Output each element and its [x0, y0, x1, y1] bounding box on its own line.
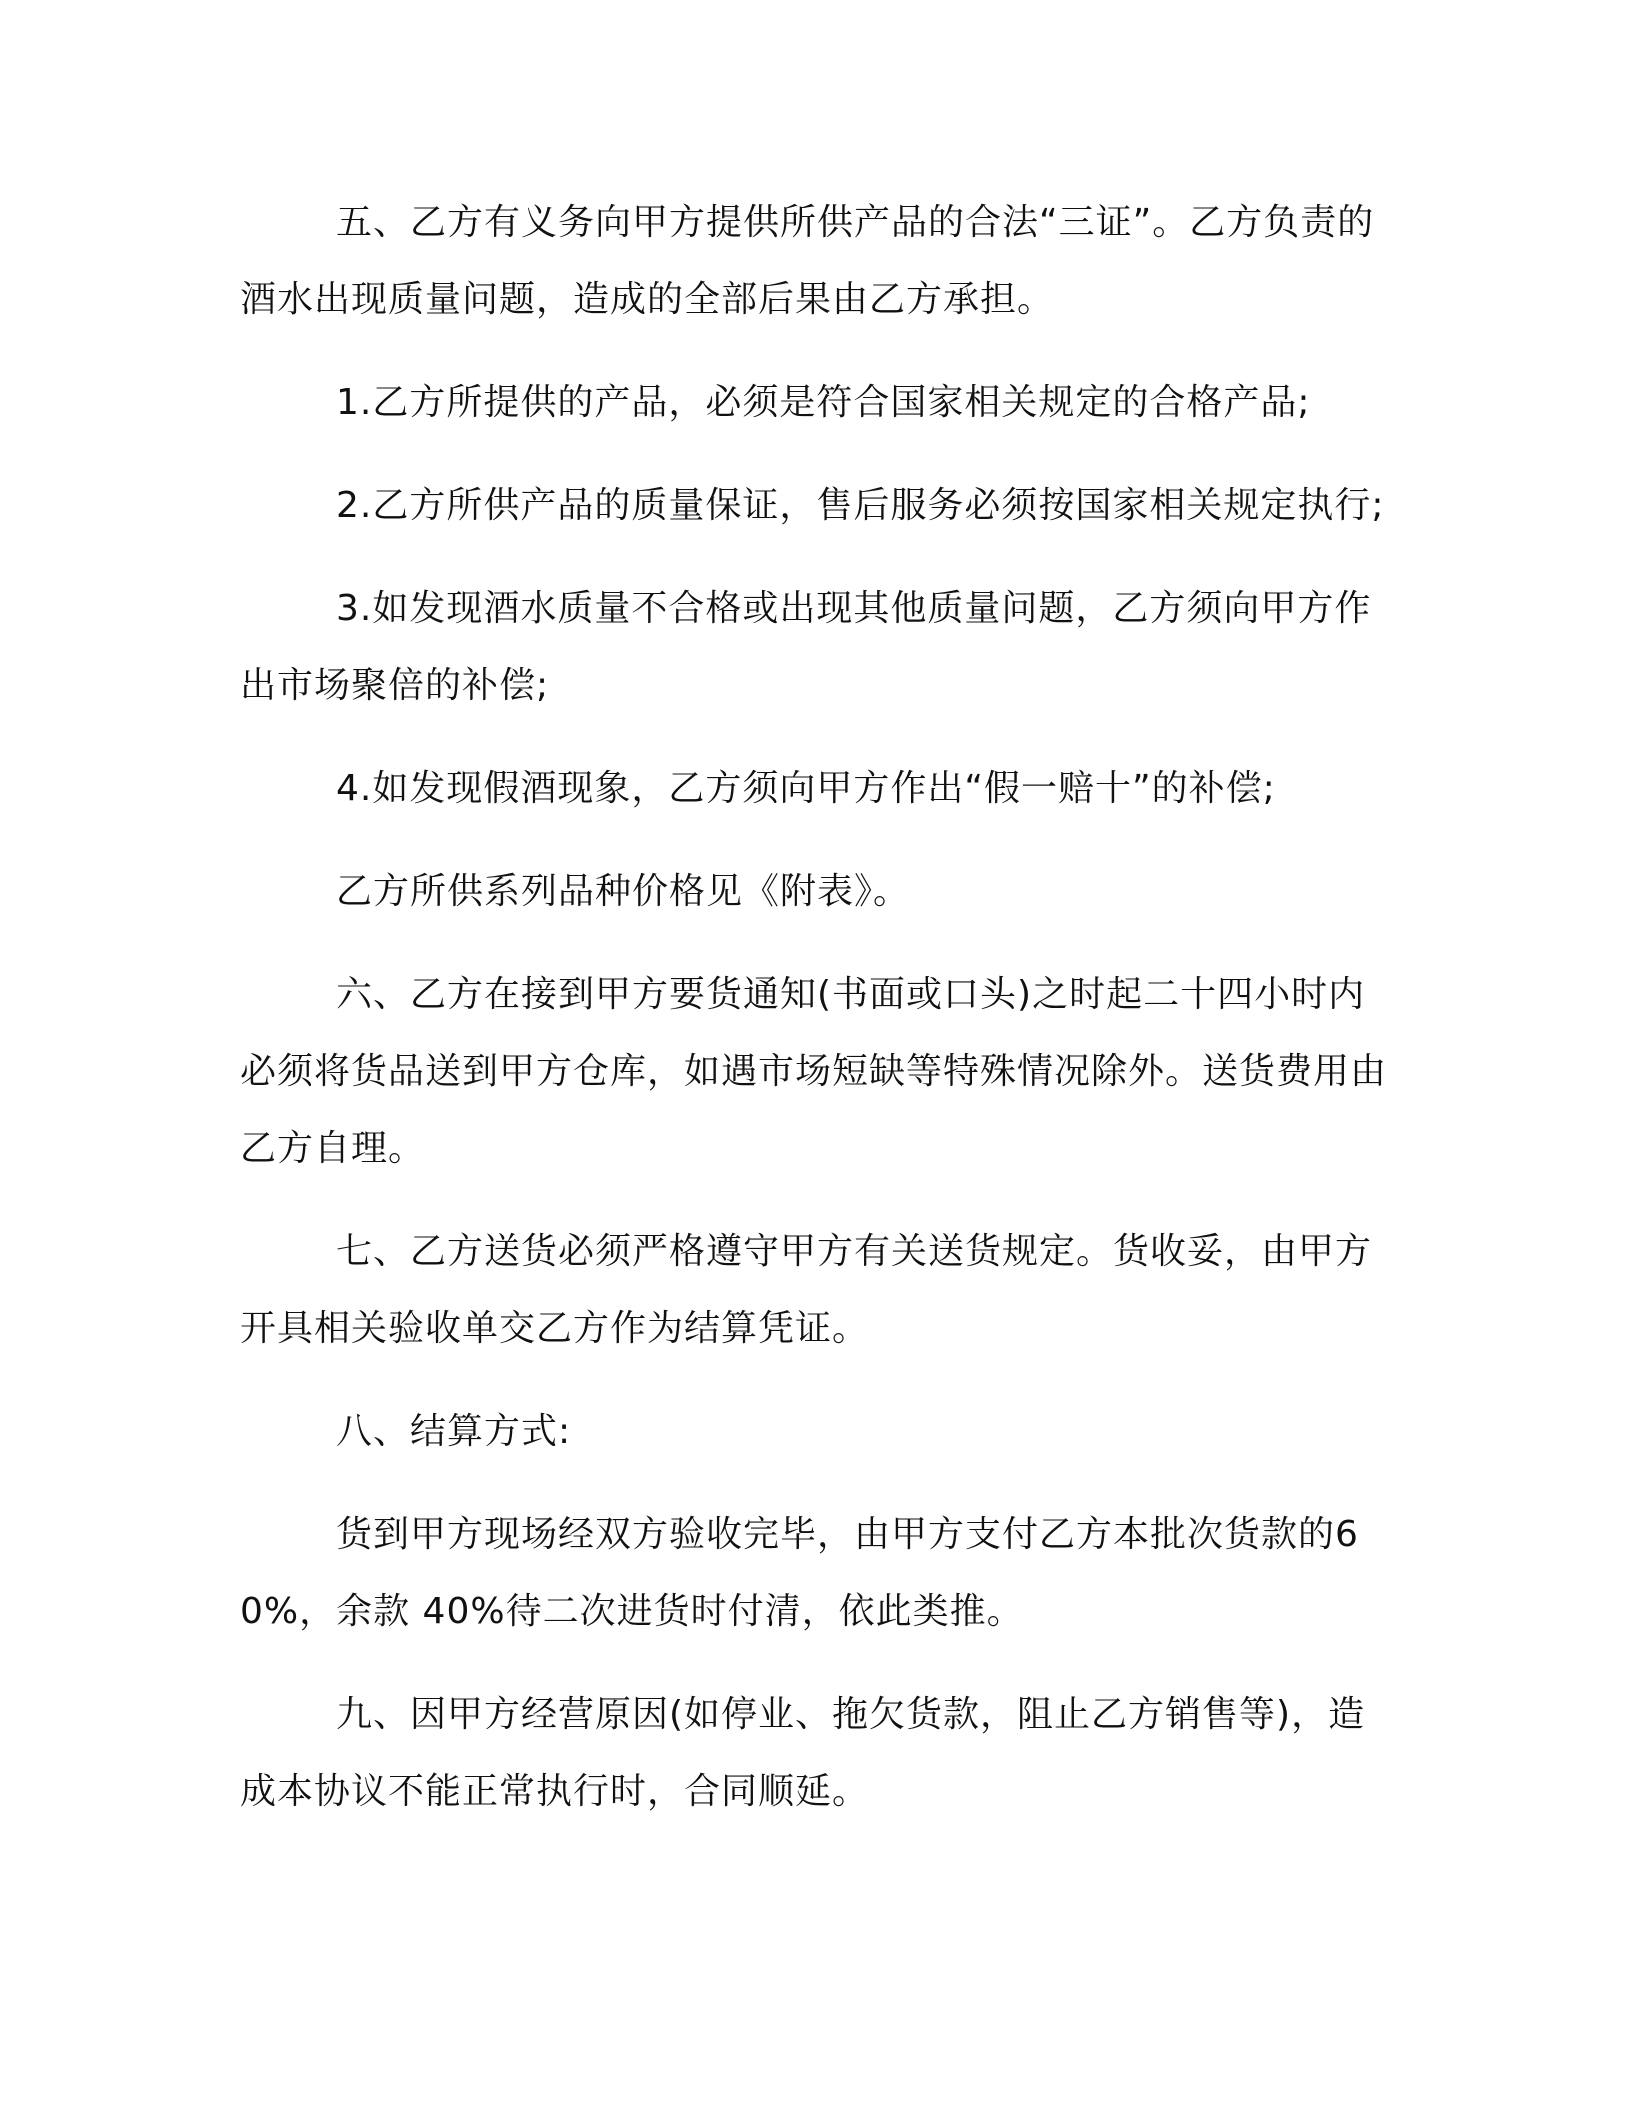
clause-eight-detail: 货到甲方现场经双方验收完毕，由甲方支付乙方本批次货款的60%，余款 40%待二次进货时付清，依此类推。	[240, 1514, 1359, 1632]
clause-nine: 九、因甲方经营原因(如停业、拖欠货款，阻止乙方销售等)，造成本协议不能正常执行时，合同顺延。	[240, 1694, 1366, 1812]
clause-seven: 七、乙方送货必须严格遵守甲方有关送货规定。货收妥，由甲方开具相关验收单交乙方作为结算凭证。	[240, 1231, 1373, 1349]
clause-eight-heading: 八、结算方式:	[336, 1411, 572, 1452]
document-body	[240, 184, 1392, 1856]
clause-five-item-3: 3.如发现酒水质量不合格或出现其他质量问题，乙方须向甲方作出市场聚倍的补偿;	[240, 588, 1372, 706]
clause-six: 六、乙方在接到甲方要货通知(书面或口头)之时起二十四小时内必须将货品送到甲方仓库，如遇市场短缺等特殊情况除外。送货费用由乙方自理。	[240, 974, 1388, 1169]
clause-five-item-2: 2.乙方所供产品的质量保证，售后服务必须按国家相关规定执行;	[336, 485, 1385, 526]
clause-five-item-1: 1.乙方所提供的产品，必须是符合国家相关规定的合格产品;	[336, 382, 1311, 423]
price-appendix-note: 乙方所供系列品种价格见《附表》。	[336, 871, 911, 912]
clause-five: 五、乙方有义务向甲方提供所供产品的合法“三证”。乙方负责的酒水出现质量问题，造成的全部后果由乙方承担。	[240, 202, 1375, 320]
clause-five-item-4: 4.如发现假酒现象，乙方须向甲方作出“假一赔十”的补偿;	[336, 768, 1276, 809]
